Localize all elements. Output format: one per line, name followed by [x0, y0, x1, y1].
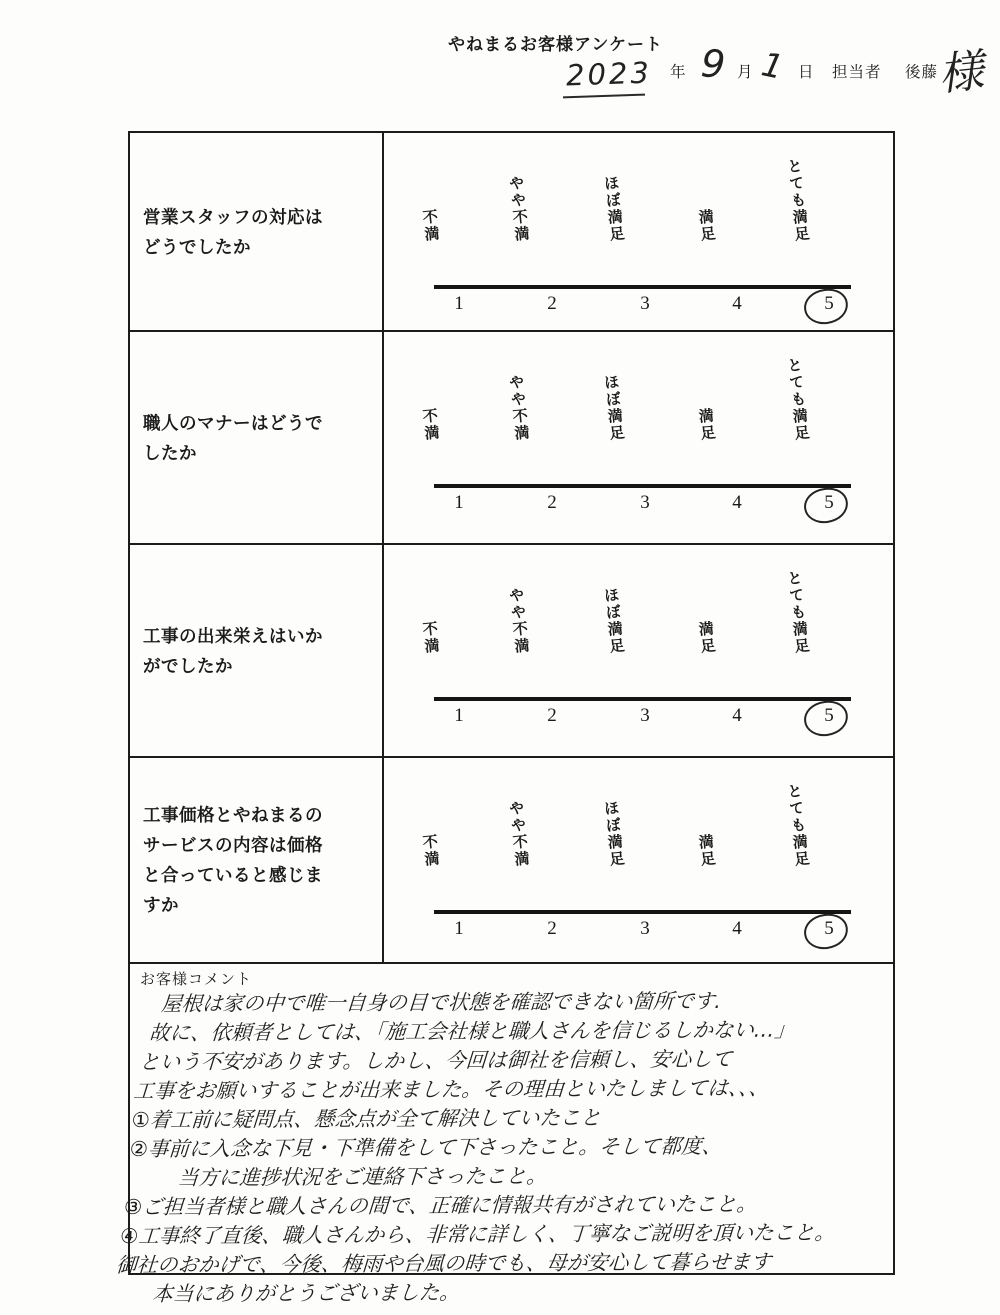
comment-cell: [115, 964, 893, 1306]
scale-label-manzoku: 満足: [695, 833, 716, 869]
survey-row: [130, 545, 893, 758]
scale-label-manzoku: 満足: [695, 407, 716, 443]
rating-scale-line: [434, 697, 851, 701]
scale-label-yaya-fuman: やや不満: [506, 373, 530, 443]
scale-label-totemo-manzoku: とても満足: [784, 356, 810, 443]
scale-number-5: 5: [824, 293, 834, 314]
scale-number-5: 5: [824, 705, 834, 726]
survey-row: [130, 758, 893, 964]
scale-number-1: 1: [454, 918, 464, 939]
question-text: 工事価格とやねまるのサービスの内容は価格と合っていると感じますか: [143, 805, 323, 915]
selected-rating-circle: [802, 698, 850, 738]
scale-label-yaya-fuman: やや不満: [506, 174, 530, 244]
rating-scale-line: [434, 910, 851, 914]
question-cell: [130, 545, 384, 756]
scale-label-hobo-manzoku: ほぼ満足: [601, 799, 625, 869]
scale-number-1: 1: [454, 492, 464, 513]
scale-label-hobo-manzoku: ほぼ満足: [601, 586, 625, 656]
scale-number-2: 2: [547, 918, 557, 939]
scale-labels: [384, 133, 893, 285]
scale-number-3: 3: [640, 492, 650, 513]
scale-label-manzoku: 満足: [695, 620, 716, 656]
question-text: 営業スタッフの対応はどうでしたか: [143, 206, 323, 257]
scale-number-4: 4: [732, 293, 742, 314]
scale-number-2: 2: [547, 705, 557, 726]
scale-label-hobo-manzoku: ほぼ満足: [601, 174, 625, 244]
scale-number-3: 3: [640, 293, 650, 314]
scale-number-3: 3: [640, 705, 650, 726]
year-underline-stroke: [563, 94, 645, 99]
handwritten-month: 9: [699, 41, 727, 87]
question-cell: [130, 133, 384, 330]
question-text: 工事の出来栄えはいかがでしたか: [143, 625, 323, 676]
scale-number-5: 5: [824, 492, 834, 513]
handwritten-day: 1: [758, 44, 787, 87]
comment-section-label: お客様コメント: [140, 972, 253, 988]
selected-rating-circle: [802, 911, 850, 951]
question-cell: [130, 758, 384, 962]
scale-label-manzoku: 満足: [695, 208, 716, 244]
year-suffix-label: 年: [670, 64, 686, 81]
scale-number-2: 2: [547, 293, 557, 314]
scale-labels: [384, 545, 893, 697]
scale-label-hobo-manzoku: ほぼ満足: [601, 373, 625, 443]
scale-label-yaya-fuman: やや不満: [506, 586, 530, 656]
staff-label: 担当者: [832, 64, 882, 81]
scale-label-totemo-manzoku: とても満足: [784, 782, 810, 869]
rating-cell: [384, 545, 893, 756]
rating-scale-line: [434, 484, 851, 488]
scale-label-fuman: 不満: [419, 208, 440, 244]
handwritten-comment-line: ②事前に入念な下見・下準備をして下さったこと。そして都度、: [128, 1133, 723, 1162]
scale-number-2: 2: [547, 492, 557, 513]
rating-cell: [384, 133, 893, 330]
scale-number-5: 5: [824, 918, 834, 939]
scale-number-3: 3: [640, 918, 650, 939]
month-suffix-label: 月: [737, 64, 753, 81]
handwritten-comment-line: 御社のおかげで、今後、梅雨や台風の時でも、母が安心して暮らせます: [115, 1249, 772, 1278]
handwritten-comment-line: 本当にありがとうございました。: [151, 1280, 461, 1306]
form-title: やねまるお客様アンケート: [448, 35, 663, 54]
scale-label-yaya-fuman: やや不満: [506, 799, 530, 869]
day-suffix-label: 日: [798, 64, 814, 81]
staff-name: 後藤: [905, 64, 939, 81]
scale-number-1: 1: [454, 293, 464, 314]
rating-cell: [384, 758, 893, 962]
survey-table: [115, 131, 895, 1306]
scale-number-4: 4: [732, 918, 742, 939]
handwritten-year: 2023: [565, 55, 653, 93]
scale-label-totemo-manzoku: とても満足: [784, 569, 810, 656]
handwritten-comment-line: ③ご担当者様と職人さんの間で、正確に情報共有がされていたこと。: [123, 1191, 758, 1220]
scale-label-fuman: 不満: [419, 833, 440, 869]
handwritten-comment-line: 当方に進捗状況をご連絡下さったこと。: [177, 1163, 548, 1190]
scale-labels: [384, 758, 893, 910]
rating-cell: [384, 332, 893, 543]
survey-row: [130, 332, 893, 545]
scale-number-4: 4: [732, 705, 742, 726]
selected-rating-circle: [802, 485, 850, 525]
question-cell: [130, 332, 384, 543]
question-text: 職人のマナーはどうでしたか: [143, 412, 323, 463]
handwritten-honorific: 様: [935, 43, 987, 102]
rating-scale-line: [434, 285, 851, 289]
scale-label-fuman: 不満: [419, 407, 440, 443]
scale-label-fuman: 不満: [419, 620, 440, 656]
handwritten-comment-line: 故に、依頼者としては、「施工会社様と職人さんを信じるしかない…」: [148, 1017, 796, 1045]
scale-number-4: 4: [732, 492, 742, 513]
scale-number-1: 1: [454, 705, 464, 726]
survey-row: [130, 133, 893, 332]
handwritten-comment-line: 工事をお願いすることが出来ました。その理由といたしましては、、、: [132, 1075, 770, 1104]
handwritten-comment-line: ①着工前に疑問点、懸念点が全て解決していたこと: [130, 1105, 602, 1133]
handwritten-comment-line: ④工事終了直後、職人さんから、非常に詳しく、丁寧なご説明を頂いたこと。: [119, 1220, 836, 1249]
handwritten-comment-line: という不安があります。しかし、今回は御社を信頼し、安心して: [138, 1046, 733, 1074]
comment-lines: [113, 986, 924, 1309]
selected-rating-circle: [802, 286, 850, 326]
handwritten-comment-line: 屋根は家の中で唯一自身の目で状態を確認できない箇所です.: [160, 988, 722, 1016]
scale-labels: [384, 332, 893, 484]
scale-label-totemo-manzoku: とても満足: [784, 157, 810, 244]
